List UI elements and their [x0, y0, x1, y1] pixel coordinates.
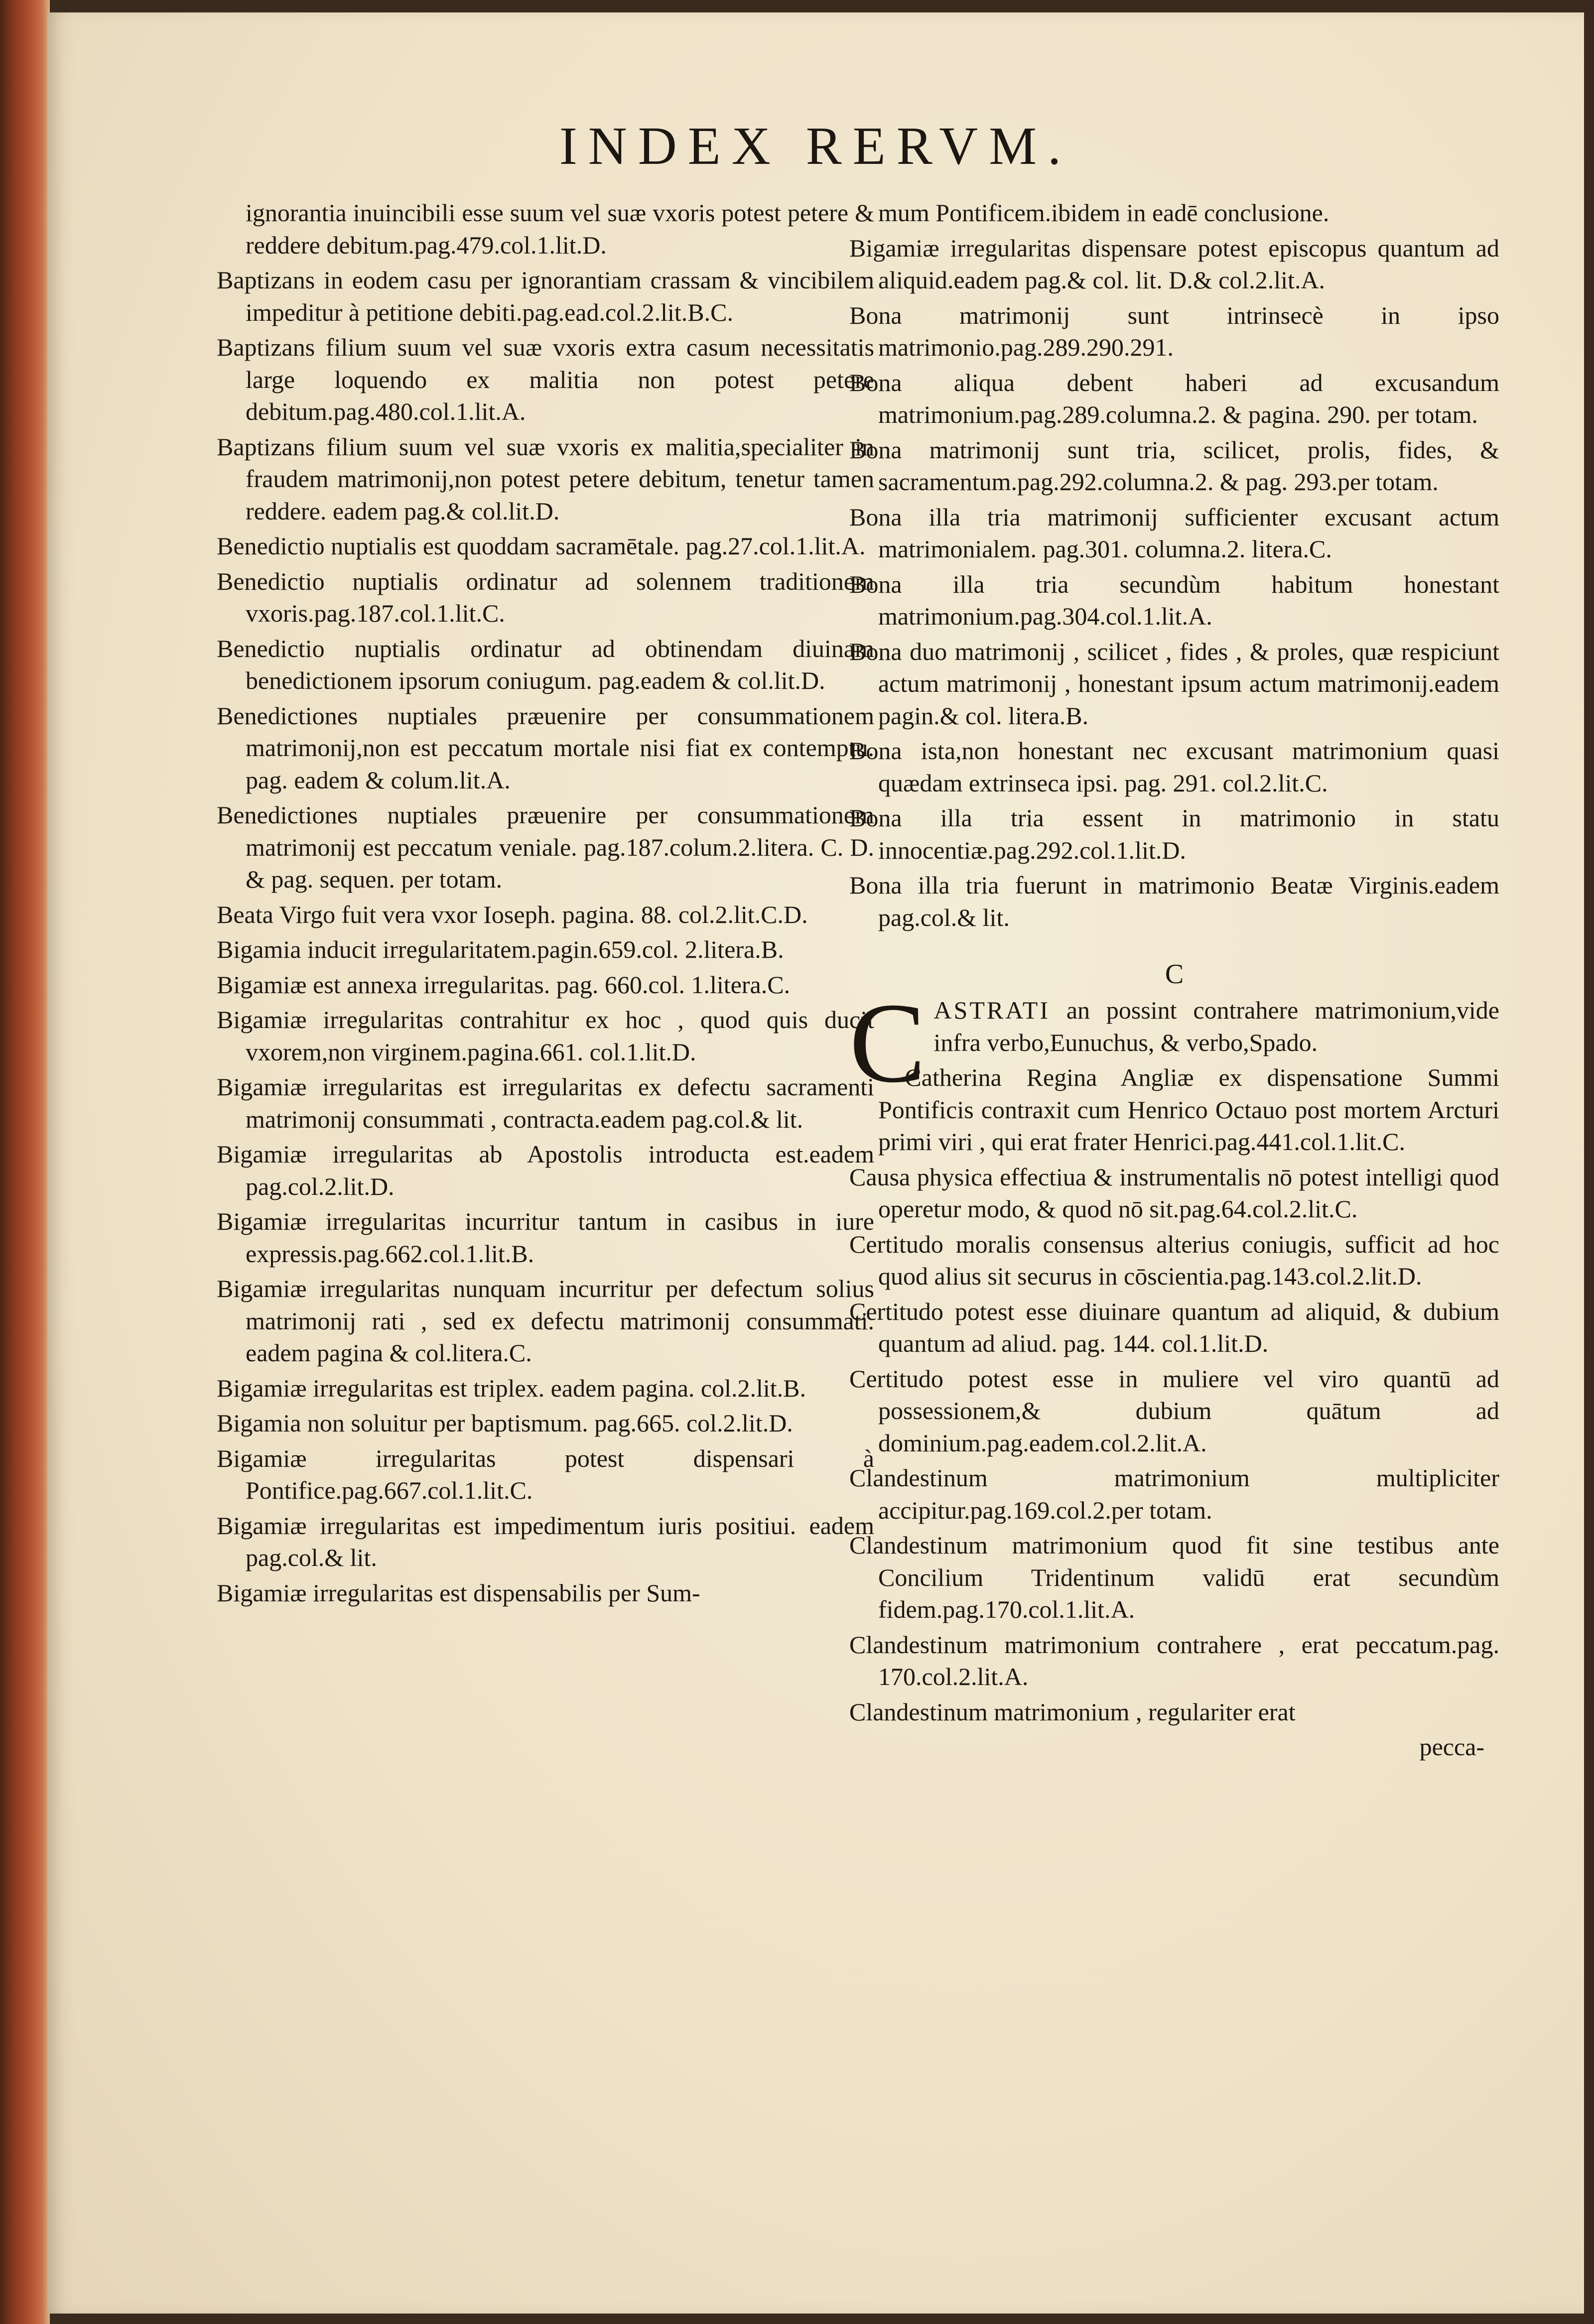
entry-lead-word: ASTRATI [933, 996, 1050, 1024]
index-entry: Benedictio nuptialis ordinatur ad solennem traditionem vxoris.pag.187.col.1.lit.C. [217, 567, 874, 627]
index-entry: Bigamiæ est annexa irregularitas. pag. 660.col. 1.litera.C. [217, 970, 791, 999]
index-entry: ignorantia inuincibili esse suum vel suæ vxoris potest petere & reddere debitum.pag.479.col.1.lit.D. [246, 199, 874, 259]
index-column-right [849, 197, 1499, 1766]
book-page [47, 12, 1584, 2314]
index-entry: Bona illa tria essent in matrimonio in statu innocentiæ.pag.292.col.1.lit.D. [849, 804, 1499, 864]
section-letter: C [1165, 959, 1184, 990]
index-entry: Benedictiones nuptiales præuenire per consummationem matrimonij est peccatum veniale. pag.187.colum.2.litera. C. D. & pag. sequen. per totam. [217, 801, 874, 893]
index-entry: Baptizans filium suum vel suæ vxoris extra casum necessitatis large loquendo ex malitia non potest petere debitum.pag.480.col.1.lit.A. [217, 333, 874, 425]
index-entry: Catherina Regina Angliæ ex dispensatione Summi Pontificis contraxit cum Henrico Octauo post mortem Arcturi primi viri , qui erat frater Henrici.pag.441.col.1.lit.C. [878, 1063, 1499, 1156]
book-fore-edge [0, 0, 50, 2324]
index-entry: Bona illa tria matrimonij sufficienter excusant actum matrimonialem. pag.301. columna.2. litera.C. [849, 503, 1499, 563]
index-entry: Bigamia non soluitur per baptismum. pag.665. col.2.lit.D. [217, 1409, 793, 1437]
index-entry: Bona aliqua debent haberi ad excusandum matrimonium.pag.289.columna.2. & pagina. 290. per totam. [849, 368, 1499, 428]
entry-text: an possint contrahere matrimonium,vide infra verbo,Eunuchus, & verbo,Spado. [933, 996, 1499, 1056]
index-entry: Certitudo moralis consensus alterius coniugis, sufficit ad hoc quod alius sit securus in cōscientia.pag.143.col.2.lit.D. [849, 1230, 1499, 1290]
index-column-left [217, 197, 874, 1612]
index-entry: Bona matrimonij sunt intrinsecè in ipso matrimonio.pag.289.290.291. [849, 301, 1499, 361]
index-entry: Bona ista,non honestant nec excusant matrimonium quasi quædam extrinseca ipsi. pag. 291. col.2.lit.C. [849, 737, 1499, 797]
index-entry: Certitudo potest esse diuinare quantum ad aliquid, & dubium quantum ad aliud. pag. 144. col.1.lit.D. [849, 1297, 1499, 1357]
index-entry: Beata Virgo fuit vera vxor Ioseph. pagina. 88. col.2.lit.C.D. [217, 900, 808, 928]
index-entry: Causa physica effectiua & instrumentalis nō potest intelligi quod operetur modo, & quod nō sit.pag.64.col.2.lit.C. [849, 1162, 1499, 1223]
index-entry: Bona matrimonij sunt tria, scilicet, prolis, fides, & sacramentum.pag.292.columna.2. & pag. 293.per totam. [849, 435, 1499, 496]
index-entry-initial [849, 979, 1499, 1106]
index-entry: Benedictiones nuptiales præuenire per consummationem matrimonij,non est peccatum mortale nisi fiat ex contemptu. pag. eadem & colum.lit.A. [217, 701, 874, 794]
index-entry: Bigamiæ irregularitas est triplex. eadem pagina. col.2.lit.B. [217, 1374, 806, 1402]
index-entry: Bigamiæ irregularitas est irregularitas ex defectu sacramenti matrimonij consummati , contracta.eadem pag.col.& lit. [217, 1073, 874, 1133]
index-entry: Bigamiæ irregularitas dispensare potest episcopus quantum ad aliquid.eadem pag.& col. lit. D.& col.2.lit.A. [849, 234, 1499, 294]
index-entry: Bigamiæ irregularitas est impedimentum iuris positiui. eadem pag.col.& lit. [217, 1511, 874, 1571]
index-entry: Bigamiæ irregularitas est dispensabilis per Sum- [217, 1578, 700, 1607]
index-entry: Bona duo matrimonij , scilicet , fides , & proles, quæ respiciunt actum matrimonij , honestant ipsum actum matrimonij.eadem pagin.& col. litera.B. [849, 637, 1499, 730]
index-entry: Bona illa tria fuerunt in matrimonio Beatæ Virginis.eadem pag.col.& lit. [849, 871, 1499, 931]
index-entry: Clandestinum matrimonium quod fit sine testibus ante Concilium Tridentinum validū erat secundùm fidem.pag.170.col.1.lit.A. [849, 1531, 1499, 1623]
index-entry: Bigamiæ irregularitas potest dispensari à Pontifice.pag.667.col.1.lit.C. [217, 1444, 874, 1504]
index-entry: Benedictio nuptialis est quoddam sacramētale. pag.27.col.1.lit.A. [217, 532, 866, 560]
index-entry: Bigamiæ irregularitas incurritur tantum in casibus in iure expressis.pag.662.col.1.lit.B. [217, 1207, 874, 1268]
index-entry: Bigamiæ irregularitas contrahitur ex hoc , quod quis ducit vxorem,non virginem.pagina.661. col.1.lit.D. [217, 1006, 874, 1066]
index-entry: Clandestinum matrimonium contrahere , erat peccatum.pag. 170.col.2.lit.A. [849, 1630, 1499, 1690]
index-entry: Clandestinum matrimonium , regulariter erat [849, 1697, 1296, 1726]
index-entry: Certitudo potest esse in muliere vel viro quantū ad possessionem,& dubium quātum ad dominium.pag.eadem.col.2.lit.A. [849, 1364, 1499, 1457]
index-entry: Bigamia inducit irregularitatem.pagin.659.col. 2.litera.B. [217, 935, 784, 963]
drop-cap: C [849, 979, 926, 1106]
index-entry: Clandestinum matrimonium multipliciter accipitur.pag.169.col.2.per totam. [849, 1464, 1499, 1524]
catchword: pecca- [1419, 1733, 1484, 1761]
index-entry: Bigamiæ irregularitas ab Apostolis introducta est.eadem pag.col.2.lit.D. [217, 1140, 874, 1200]
index-entry: mum Pontificem.ibidem in eadē conclusione. [878, 199, 1329, 227]
index-entry: Baptizans in eodem casu per ignorantiam crassam & vincibilem impeditur à petitione debiti.pag.ead.col.2.lit.B.C. [217, 266, 874, 326]
index-entry: Benedictio nuptialis ordinatur ad obtinendam diuinam benedictionem ipsorum coniugum. pag.eadem & col.lit.D. [217, 634, 874, 694]
running-head: INDEX RERVM. [559, 117, 1072, 176]
index-entry: Bona illa tria secundùm habitum honestant matrimonium.pag.304.col.1.lit.A. [849, 570, 1499, 630]
index-entry: Baptizans filium suum vel suæ vxoris ex malitia,specialiter in fraudem matrimonij,non potest petere debitum, tenetur tamen reddere. eadem pag.& col.lit.D. [217, 432, 874, 525]
index-entry: Bigamiæ irregularitas nunquam incurritur per defectum solius matrimonij rati , sed ex defectu matrimonij consummati. eadem pagina & col.litera.C. [217, 1275, 874, 1367]
